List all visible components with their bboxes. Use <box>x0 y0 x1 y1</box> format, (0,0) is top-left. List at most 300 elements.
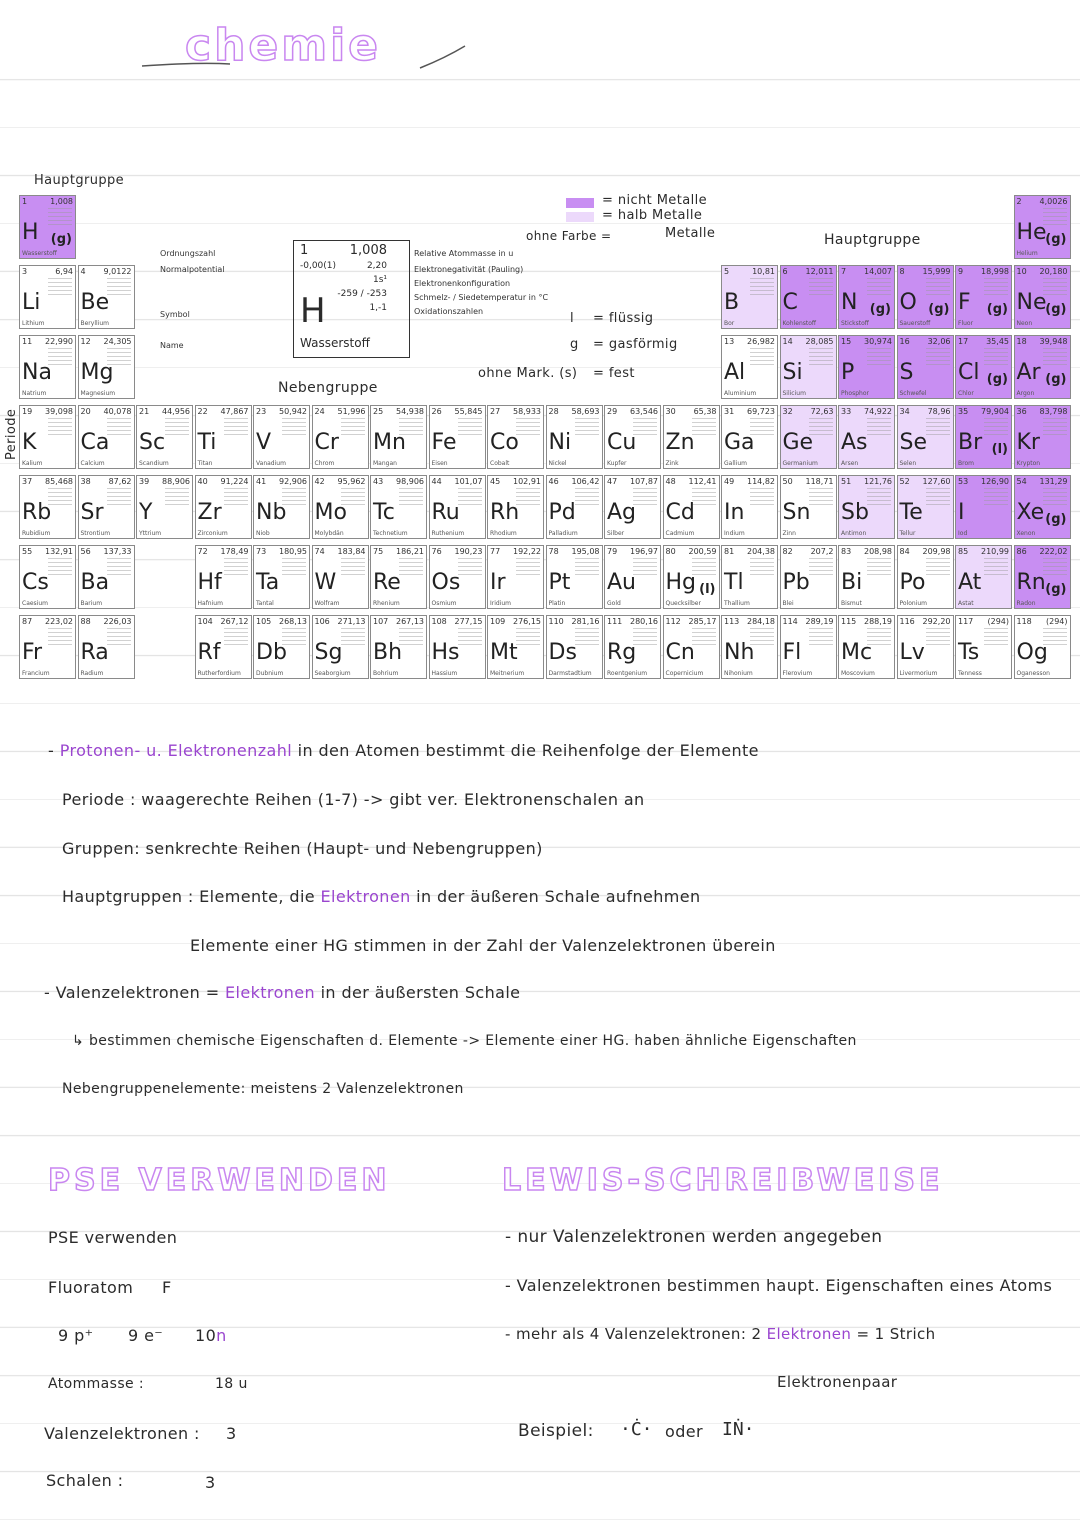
element-re <box>370 545 427 609</box>
element-detail-lines <box>107 558 131 578</box>
element-detail-lines <box>224 418 248 438</box>
element-symbol: Xe <box>1016 500 1045 525</box>
element-mass: 292,20 <box>922 617 951 626</box>
element-number: 114 <box>782 617 798 626</box>
element-number: 84 <box>899 547 910 556</box>
element-symbol: At <box>958 570 982 595</box>
element-detail-lines <box>984 418 1008 438</box>
element-number: 37 <box>22 477 33 486</box>
element-detail-lines <box>809 558 833 578</box>
element-number: 78 <box>548 547 559 556</box>
element-name: Blei <box>782 600 794 607</box>
element-mass: 284,18 <box>747 617 775 626</box>
element-mass: 127,60 <box>922 477 951 486</box>
element-name: Technetium <box>373 530 408 537</box>
element-symbol: S <box>899 360 914 385</box>
element-symbol: Hg <box>665 570 697 595</box>
element-state-mark: (g) <box>986 372 1008 387</box>
element-detail-lines <box>984 488 1008 508</box>
key-example-potential: -0,00(1) <box>300 261 337 271</box>
element-mass: 209,98 <box>922 547 951 556</box>
lewis-3-highlight: Elektronen <box>766 1325 852 1343</box>
element-name: Osmium <box>431 600 457 607</box>
element-name: Argon <box>1016 390 1035 397</box>
periodic-table <box>0 0 1080 700</box>
element-be <box>78 265 135 329</box>
element-detail-lines <box>926 418 950 438</box>
element-name: Aluminium <box>724 390 757 397</box>
element-symbol: Lv <box>899 640 925 665</box>
element-name: Kalium <box>22 460 43 467</box>
element-name: Krypton <box>1016 460 1041 467</box>
element-mass: 88,906 <box>162 477 190 486</box>
element-name: Astat <box>958 600 974 607</box>
element-mass: 20,180 <box>1039 267 1068 276</box>
element-number: 55 <box>22 547 33 556</box>
element-tl <box>721 545 778 609</box>
element-name: Copernicium <box>665 670 704 677</box>
element-name: Cadmium <box>665 530 695 537</box>
pse-neutrons <box>195 1326 227 1345</box>
element-ir <box>487 545 544 609</box>
element-name: Vanadium <box>256 460 286 467</box>
element-number: 77 <box>490 547 501 556</box>
lewis-line-1: - nur Valenzelektronen werden angegeben <box>505 1227 883 1247</box>
element-name: Ruthenium <box>431 530 465 537</box>
element-at <box>955 545 1012 609</box>
element-number: 38 <box>80 477 91 486</box>
element-cl <box>955 335 1012 399</box>
element-co <box>487 405 544 469</box>
element-detail-lines <box>633 418 657 438</box>
element-db <box>253 615 310 679</box>
element-name: Rutherfordium <box>197 670 241 677</box>
element-pt <box>546 545 603 609</box>
element-i <box>955 475 1012 539</box>
element-mass: 101,07 <box>454 477 483 486</box>
element-name: Lithium <box>22 320 45 327</box>
element-ge <box>780 405 837 469</box>
element-detail-lines <box>867 488 891 508</box>
element-mass: 204,38 <box>747 547 775 556</box>
element-v <box>253 405 310 469</box>
element-name: Polonium <box>899 600 928 607</box>
periode-label: Periode <box>4 408 19 460</box>
element-symbol: Cr <box>314 430 339 455</box>
element-mass: 87,62 <box>108 477 132 486</box>
element-mass: 54,938 <box>396 407 424 416</box>
note-hauptgruppen <box>62 887 701 906</box>
pse-electrons: 9 e⁻ <box>128 1326 164 1345</box>
element-detail-lines <box>458 418 482 438</box>
element-name: Niob <box>256 530 270 537</box>
element-symbol: Ti <box>197 430 217 455</box>
key-example-cell <box>293 240 410 358</box>
element-number: 56 <box>80 547 91 556</box>
element-mass: 35,45 <box>986 337 1009 346</box>
element-mass: 208,98 <box>864 547 892 556</box>
element-detail-lines <box>282 558 306 578</box>
element-symbol: As <box>841 430 868 455</box>
element-name: Antimon <box>841 530 867 537</box>
legend-halb-metalle: = halb Metalle <box>602 208 703 223</box>
element-mass: 126,90 <box>981 477 1009 486</box>
element-detail-lines <box>633 488 657 508</box>
element-detail-lines <box>984 348 1008 368</box>
element-detail-lines <box>165 418 189 438</box>
element-p <box>838 335 895 399</box>
element-symbol: Al <box>724 360 746 385</box>
key-example-ox: 1,-1 <box>369 303 387 313</box>
element-bi <box>838 545 895 609</box>
note-1-rest: in den Atomen bestimmt die Reihenfolge der Elemente <box>297 741 759 760</box>
element-name: Rubidium <box>22 530 51 537</box>
element-au <box>604 545 661 609</box>
element-name: Molybdän <box>314 530 344 537</box>
element-symbol: Zn <box>665 430 695 455</box>
element-state-mark: (l) <box>699 582 716 597</box>
element-detail-lines <box>165 488 189 508</box>
element-number: 29 <box>607 407 618 416</box>
element-ds <box>546 615 603 679</box>
element-symbol: Cs <box>22 570 49 595</box>
element-mass: 32,06 <box>927 337 951 346</box>
key-relative-masse: Relative Atommasse in u <box>414 249 514 258</box>
element-cr <box>312 405 369 469</box>
element-symbol: Kr <box>1016 430 1040 455</box>
element-name: Phosphor <box>841 390 869 397</box>
element-state-mark: (g) <box>1045 232 1067 247</box>
element-detail-lines <box>867 348 891 368</box>
element-name: Germanium <box>782 460 818 467</box>
element-mass: 40,078 <box>103 407 132 416</box>
element-number: 48 <box>665 477 676 486</box>
element-symbol: Ar <box>1016 360 1041 385</box>
element-symbol: Nb <box>256 500 287 525</box>
pse-valenz-value: 3 <box>226 1424 237 1443</box>
element-name: Tellur <box>899 530 916 537</box>
element-mass: 180,95 <box>279 547 307 556</box>
element-symbol: Ds <box>548 640 577 665</box>
element-symbol: I <box>958 500 965 525</box>
key-example-en: 2,20 <box>366 261 387 271</box>
element-name: Platin <box>548 600 566 607</box>
key-normalpotential: Normalpotential <box>160 265 225 274</box>
element-detail-lines <box>809 628 833 648</box>
element-mass: (294) <box>1045 617 1068 626</box>
element-sr <box>78 475 135 539</box>
element-number: 42 <box>314 477 325 486</box>
element-symbol: Ag <box>607 500 637 525</box>
element-name: Gallium <box>724 460 747 467</box>
pse-fluor-symbol: F <box>162 1278 172 1297</box>
element-number: 53 <box>958 477 969 486</box>
element-mass: 18,998 <box>981 267 1009 276</box>
element-symbol: Og <box>1016 640 1048 665</box>
note-line-1 <box>48 741 759 760</box>
element-symbol: K <box>22 430 37 455</box>
element-mass: 58,933 <box>513 407 541 416</box>
element-si <box>780 335 837 399</box>
element-mass: 267,13 <box>396 617 424 626</box>
element-detail-lines <box>399 558 423 578</box>
element-name: Sauerstoff <box>899 320 931 327</box>
element-number: 49 <box>724 477 735 486</box>
element-number: 22 <box>197 407 208 416</box>
element-symbol: Tl <box>724 570 744 595</box>
element-name: Nihonium <box>724 670 753 677</box>
element-hf <box>195 545 252 609</box>
element-detail-lines <box>516 558 540 578</box>
element-name: Selen <box>899 460 917 467</box>
element-name: Schwefel <box>899 390 927 397</box>
element-detail-lines <box>926 278 950 298</box>
element-mass: 131,29 <box>1039 477 1068 486</box>
note-valenz-highlight: Elektronen <box>225 983 316 1002</box>
element-sg <box>312 615 369 679</box>
element-number: 117 <box>958 617 974 626</box>
element-number: 115 <box>841 617 857 626</box>
element-mass: 24,305 <box>103 337 132 346</box>
element-name: Tantal <box>256 600 274 607</box>
element-detail-lines <box>1043 488 1067 508</box>
element-mass: (294) <box>987 617 1009 626</box>
element-detail-lines <box>867 558 891 578</box>
element-detail-lines <box>1043 558 1067 578</box>
lewis-line-3 <box>505 1325 936 1343</box>
note-valenz-b: in der äußersten Schale <box>320 983 521 1002</box>
element-number: 12 <box>80 337 91 346</box>
element-number: 36 <box>1016 407 1027 416</box>
element-symbol: Sb <box>841 500 869 525</box>
element-symbol: Ni <box>548 430 572 455</box>
element-number: 3 <box>22 267 28 276</box>
element-detail-lines <box>48 488 72 508</box>
element-name: Flerovium <box>782 670 813 677</box>
note-periode: Periode : waagerechte Reihen (1-7) -> gibt ver. Elektronenschalen an <box>62 790 645 809</box>
element-number: 41 <box>256 477 267 486</box>
element-name: Palladium <box>548 530 578 537</box>
element-symbol: Mc <box>841 640 873 665</box>
element-mass: 4,0026 <box>1039 197 1068 206</box>
element-mass: 92,906 <box>279 477 307 486</box>
element-fl <box>780 615 837 679</box>
element-number: 81 <box>724 547 735 556</box>
element-name: Stickstoff <box>841 320 869 327</box>
pse-schalen-value: 3 <box>205 1473 216 1492</box>
lewis-oder: oder <box>665 1422 703 1441</box>
element-name: Zirconium <box>197 530 228 537</box>
element-pd <box>546 475 603 539</box>
element-symbol: Ge <box>782 430 814 455</box>
element-mass: 83,798 <box>1039 407 1068 416</box>
element-name: Silicium <box>782 390 806 397</box>
legend-g-text: = gasförmig <box>593 337 678 352</box>
element-symbol: Mo <box>314 500 347 525</box>
element-detail-lines <box>984 278 1008 298</box>
element-mass: 107,87 <box>630 477 658 486</box>
element-ti <box>195 405 252 469</box>
element-detail-lines <box>575 558 599 578</box>
key-symbol: Symbol <box>160 310 190 319</box>
element-symbol: Bh <box>373 640 403 665</box>
note-1-dash: - <box>48 741 55 760</box>
key-example-mass: 1,008 <box>349 243 387 258</box>
element-ba <box>78 545 135 609</box>
element-mass: 65,38 <box>693 407 717 416</box>
element-detail-lines <box>984 628 1008 648</box>
element-detail-lines <box>224 558 248 578</box>
element-detail-lines <box>107 628 131 648</box>
element-symbol: Cn <box>665 640 695 665</box>
element-symbol: Re <box>373 570 401 595</box>
pse-heading: PSE VERWENDEN <box>48 1163 391 1198</box>
hauptgruppe-left-label: Hauptgruppe <box>34 173 125 188</box>
element-mass: 15,999 <box>922 267 951 276</box>
element-c <box>780 265 837 329</box>
element-s <box>897 335 954 399</box>
element-number: 17 <box>958 337 969 346</box>
element-mass: 289,19 <box>805 617 834 626</box>
element-zn <box>663 405 720 469</box>
element-detail-lines <box>867 278 891 298</box>
element-ne <box>1014 265 1071 329</box>
element-he <box>1014 195 1071 259</box>
element-number: 83 <box>841 547 852 556</box>
key-elektronegativitaet: Elektronegativität (Pauling) <box>414 265 524 274</box>
element-detail-lines <box>48 208 72 228</box>
element-symbol: Be <box>80 290 110 315</box>
element-mass: 183,84 <box>337 547 366 556</box>
note-valenz-a: - Valenzelektronen = <box>44 983 220 1002</box>
element-mo <box>312 475 369 539</box>
element-symbol: In <box>724 500 745 525</box>
element-number: 73 <box>256 547 267 556</box>
element-detail-lines <box>48 278 72 298</box>
element-f <box>955 265 1012 329</box>
element-mass: 91,224 <box>220 477 249 486</box>
element-detail-lines <box>516 488 540 508</box>
element-symbol: Hs <box>431 640 460 665</box>
lewis-line-2: - Valenzelektronen bestimmen haupt. Eigenschaften eines Atoms <box>505 1276 1053 1295</box>
element-mass: 44,956 <box>162 407 190 416</box>
element-symbol: P <box>841 360 855 385</box>
element-detail-lines <box>282 418 306 438</box>
pse-protons: 9 p⁺ <box>58 1326 94 1345</box>
element-mass: 106,42 <box>571 477 600 486</box>
element-b <box>721 265 778 329</box>
element-symbol: Sr <box>80 500 104 525</box>
element-se <box>897 405 954 469</box>
element-number: 16 <box>899 337 910 346</box>
lewis-3-a: - mehr als 4 Valenzelektronen: 2 <box>505 1325 762 1343</box>
element-symbol: Se <box>899 430 927 455</box>
element-w <box>312 545 369 609</box>
element-tc <box>370 475 427 539</box>
element-mass: 200,59 <box>688 547 717 556</box>
element-br <box>955 405 1012 469</box>
element-name: Helium <box>1016 250 1038 257</box>
element-og <box>1014 615 1071 679</box>
key-example-conf: 1s¹ <box>372 275 387 285</box>
element-detail-lines <box>926 628 950 648</box>
element-number: 35 <box>958 407 969 416</box>
element-mass: 69,723 <box>747 407 775 416</box>
element-symbol: Ne <box>1016 290 1047 315</box>
element-symbol: Ga <box>724 430 755 455</box>
element-number: 113 <box>724 617 740 626</box>
element-number: 72 <box>197 547 208 556</box>
element-symbol: Ir <box>490 570 506 595</box>
element-mass: 196,97 <box>630 547 658 556</box>
element-symbol: Hf <box>197 570 222 595</box>
element-symbol: Ra <box>80 640 109 665</box>
element-name: Tenness <box>958 670 982 677</box>
element-number: 19 <box>22 407 33 416</box>
element-number: 31 <box>724 407 735 416</box>
element-mass: 95,962 <box>337 477 366 486</box>
legend-l-text: = flüssig <box>593 311 654 326</box>
key-name: Name <box>160 341 184 350</box>
element-detail-lines <box>399 488 423 508</box>
element-number: 40 <box>197 477 208 486</box>
element-mt <box>487 615 544 679</box>
element-number: 32 <box>782 407 793 416</box>
element-mass: 271,13 <box>337 617 366 626</box>
element-name: Wolfram <box>314 600 340 607</box>
element-symbol: Fr <box>22 640 43 665</box>
element-state-mark: (g) <box>869 302 891 317</box>
element-name: Livermorium <box>899 670 938 677</box>
element-number: 44 <box>431 477 442 486</box>
element-symbol: Pd <box>548 500 576 525</box>
element-name: Meitnerium <box>490 670 525 677</box>
element-number: 6 <box>782 267 788 276</box>
element-pb <box>780 545 837 609</box>
element-state-mark: (g) <box>1045 512 1067 527</box>
element-number: 79 <box>607 547 618 556</box>
element-mass: 98,906 <box>396 477 424 486</box>
pse-atommasse-value: 18 u <box>215 1376 248 1392</box>
element-name: Xenon <box>1016 530 1036 537</box>
element-symbol: H <box>22 220 39 245</box>
element-cn <box>663 615 720 679</box>
element-number: 50 <box>782 477 793 486</box>
element-symbol: F <box>958 290 971 315</box>
element-symbol: He <box>1016 220 1047 245</box>
element-number: 54 <box>1016 477 1027 486</box>
element-symbol: W <box>314 570 337 595</box>
legend-nicht-metalle: = nicht Metalle <box>602 193 707 208</box>
element-number: 75 <box>373 547 384 556</box>
element-zr <box>195 475 252 539</box>
element-state-mark: (g) <box>928 302 950 317</box>
element-name: Scandium <box>139 460 169 467</box>
element-detail-lines <box>750 488 774 508</box>
element-number: 116 <box>899 617 915 626</box>
element-number: 33 <box>841 407 852 416</box>
element-number: 45 <box>490 477 501 486</box>
element-symbol: Au <box>607 570 636 595</box>
element-mass: 281,16 <box>571 617 600 626</box>
element-name: Magnesium <box>80 390 116 397</box>
element-bh <box>370 615 427 679</box>
element-detail-lines <box>48 558 72 578</box>
element-name: Radium <box>80 670 104 677</box>
element-symbol: Pt <box>548 570 571 595</box>
element-ta <box>253 545 310 609</box>
element-detail-lines <box>458 628 482 648</box>
